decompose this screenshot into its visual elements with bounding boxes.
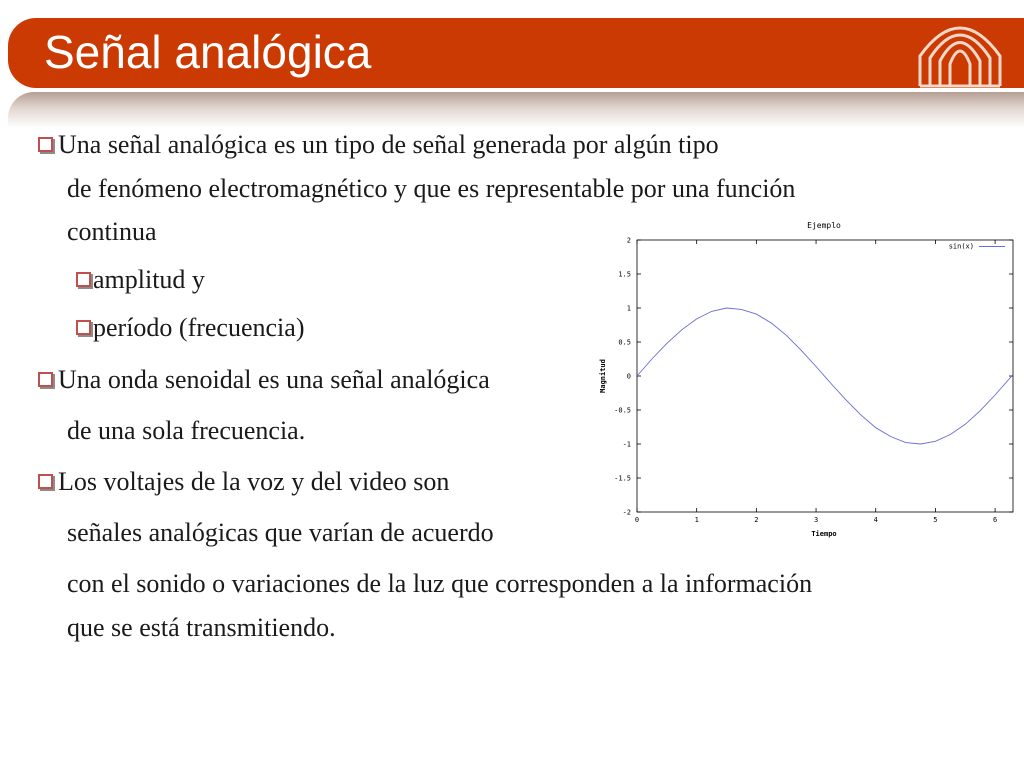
slide-title: Señal analógica: [44, 26, 372, 78]
y-tick-label: -1.5: [614, 474, 631, 483]
x-tick-label: 2: [754, 516, 759, 524]
chart-x-label: Tiempo: [811, 530, 837, 538]
chart-title: Ejemplo: [807, 221, 841, 230]
bullet-continuation: de una sola frecuencia.: [67, 416, 306, 445]
y-tick-label: -0.5: [614, 406, 631, 415]
y-tick-label: 1.5: [618, 270, 631, 279]
bullet-line: [38, 128, 719, 162]
sub-bullet-line: [76, 311, 304, 345]
y-tick-label: 2: [626, 236, 631, 245]
checkbox-bullet-icon: [38, 474, 53, 489]
bullet-continuation: continua: [67, 217, 157, 246]
series-line: [637, 308, 1012, 444]
sine-chart: [596, 216, 1020, 542]
bullet-continuation: con el sonido o variaciones de la luz que corresponden a la información: [67, 569, 813, 598]
checkbox-bullet-icon: [38, 137, 53, 152]
y-tick-label: 0: [626, 372, 631, 381]
x-tick-label: 0: [634, 516, 640, 524]
sub-bullet-text: período (frecuencia): [93, 313, 305, 342]
chart-y-label: Magnitud: [599, 359, 607, 393]
y-tick-label: 0.5: [618, 338, 631, 347]
bullet-continuation: señales analógicas que varían de acuerdo: [67, 518, 494, 547]
y-tick-label: -1: [622, 440, 631, 449]
checkbox-bullet-icon: [76, 320, 91, 335]
checkbox-bullet-icon: [38, 372, 53, 387]
x-tick-label: 4: [873, 516, 878, 524]
x-tick-label: 5: [933, 516, 938, 524]
plot-frame: [637, 240, 1013, 512]
y-tick-label: 1: [626, 304, 631, 313]
bullet-line: [38, 363, 490, 397]
bullet-line: [38, 465, 449, 499]
bullet-text: Una señal analógica es un tipo de señal generada por algún tipo: [58, 130, 719, 159]
bullet-text: Los voltajes de la voz y del video son: [58, 467, 450, 496]
bullet-continuation: que se está transmitiendo.: [67, 613, 336, 642]
x-tick-label: 3: [813, 516, 819, 524]
bullet-text: Una onda senoidal es una señal analógica: [58, 365, 490, 394]
bullet-continuation: de fenómeno electromagnético y que es representable por una función: [67, 174, 796, 203]
x-tick-label: 1: [694, 516, 699, 524]
sub-bullet-text: amplitud y: [93, 265, 205, 294]
checkbox-bullet-icon: [76, 272, 91, 287]
y-tick-label: -2: [622, 508, 631, 517]
sub-bullet-line: [76, 263, 205, 297]
x-tick-label: 6: [992, 516, 998, 524]
legend-label: sin(x): [948, 242, 974, 251]
